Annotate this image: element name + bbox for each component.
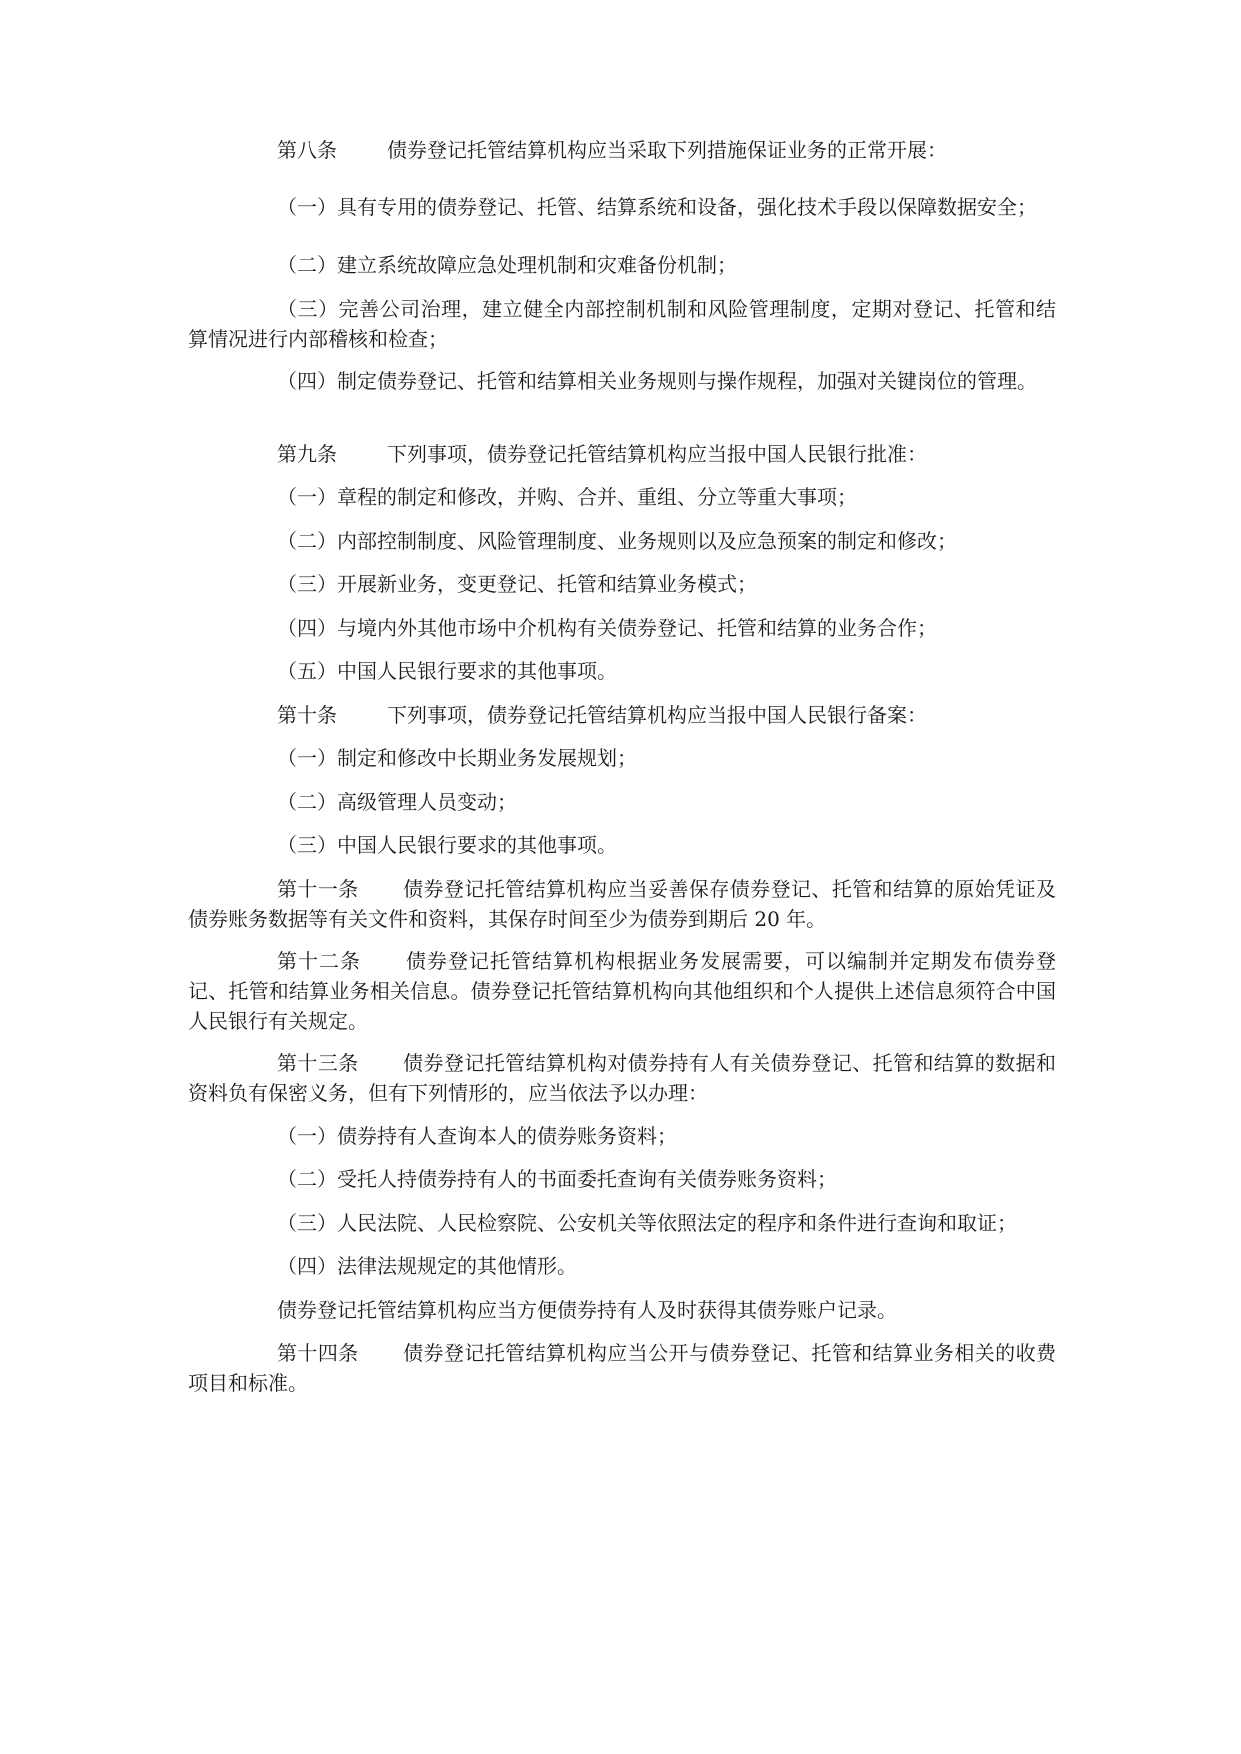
article-13-item-1: （一）债券持有人查询本人的债券账务资料；: [277, 1124, 677, 1148]
article-number: 第十四条: [277, 1341, 359, 1365]
article-12: [188, 946, 1056, 1036]
article-9-item-4: （四）与境内外其他市场中介机构有关债券登记、托管和结算的业务合作；: [277, 616, 937, 640]
article-text: 下列事项，债券登记托管结算机构应当报中国人民银行批准：: [387, 442, 927, 466]
article-8-item-1: （一）具有专用的债券登记、托管、结算系统和设备，强化技术手段以保障数据安全；: [277, 195, 1037, 219]
article-number: 第十一条: [277, 877, 359, 901]
article-13-note: 债券登记托管结算机构应当方便债券持有人及时获得其债券账户记录。: [277, 1298, 897, 1322]
article-8-item-2: （二）建立系统故障应急处理机制和灾难备份机制；: [277, 253, 737, 277]
article-10-item-1: （一）制定和修改中长期业务发展规划；: [277, 746, 637, 770]
article-text: 债券登记托管结算机构应当采取下列措施保证业务的正常开展：: [387, 138, 947, 162]
article-text: 下列事项，债券登记托管结算机构应当报中国人民银行备案：: [387, 703, 927, 727]
article-13-item-2: （二）受托人持债券持有人的书面委托查询有关债券账务资料；: [277, 1167, 837, 1191]
article-9-heading: [277, 439, 927, 469]
article-14: [188, 1338, 1056, 1398]
article-9-item-1: （一）章程的制定和修改，并购、合并、重组、分立等重大事项；: [277, 485, 857, 509]
article-number: 第八条: [277, 138, 337, 162]
article-13: [188, 1048, 1056, 1108]
article-10-heading: [277, 700, 927, 730]
article-8-heading: [277, 135, 947, 165]
article-10-item-3: （三）中国人民银行要求的其他事项。: [277, 833, 617, 857]
article-number: 第十二条: [277, 949, 361, 973]
article-number: 第十三条: [277, 1051, 359, 1075]
article-number: 第九条: [277, 442, 337, 466]
article-11: [188, 874, 1056, 934]
article-10-item-2: （二）高级管理人员变动；: [277, 790, 517, 814]
article-number: 第十条: [277, 703, 337, 727]
article-text: 债券登记托管结算机构对债券持有人有关债券登记、托管和结算的数据和资料负有保密义务，但有下列情形的，应当依法予以办理：: [188, 1051, 1057, 1105]
article-13-item-4: （四）法律法规规定的其他情形。: [277, 1254, 577, 1278]
article-text: 债券登记托管结算机构根据业务发展需要，可以编制并定期发布债券登记、托管和结算业务相关信息。债券登记托管结算机构向其他组织和个人提供上述信息须符合中国人民银行有关规定。: [188, 949, 1056, 1033]
article-9-item-5: （五）中国人民银行要求的其他事项。: [277, 659, 617, 683]
article-9-item-3: （三）开展新业务，变更登记、托管和结算业务模式；: [277, 572, 757, 596]
article-9-item-2: （二）内部控制制度、风险管理制度、业务规则以及应急预案的制定和修改；: [277, 529, 957, 553]
article-13-item-3: （三）人民法院、人民检察院、公安机关等依照法定的程序和条件进行查询和取证；: [277, 1211, 1017, 1235]
article-text: 债券登记托管结算机构应当妥善保存债券登记、托管和结算的原始凭证及债券账务数据等有关文件和资料，其保存时间至少为债券到期后 20 年。: [188, 877, 1057, 931]
article-8-item-4: （四）制定债券登记、托管和结算相关业务规则与操作规程，加强对关键岗位的管理。: [277, 369, 1037, 393]
article-text: 债券登记托管结算机构应当公开与债券登记、托管和结算业务相关的收费项目和标准。: [188, 1341, 1057, 1395]
article-8-item-3: （三）完善公司治理，建立健全内部控制机制和风险管理制度，定期对登记、托管和结算情况进行内部稽核和检查；: [188, 297, 1056, 351]
